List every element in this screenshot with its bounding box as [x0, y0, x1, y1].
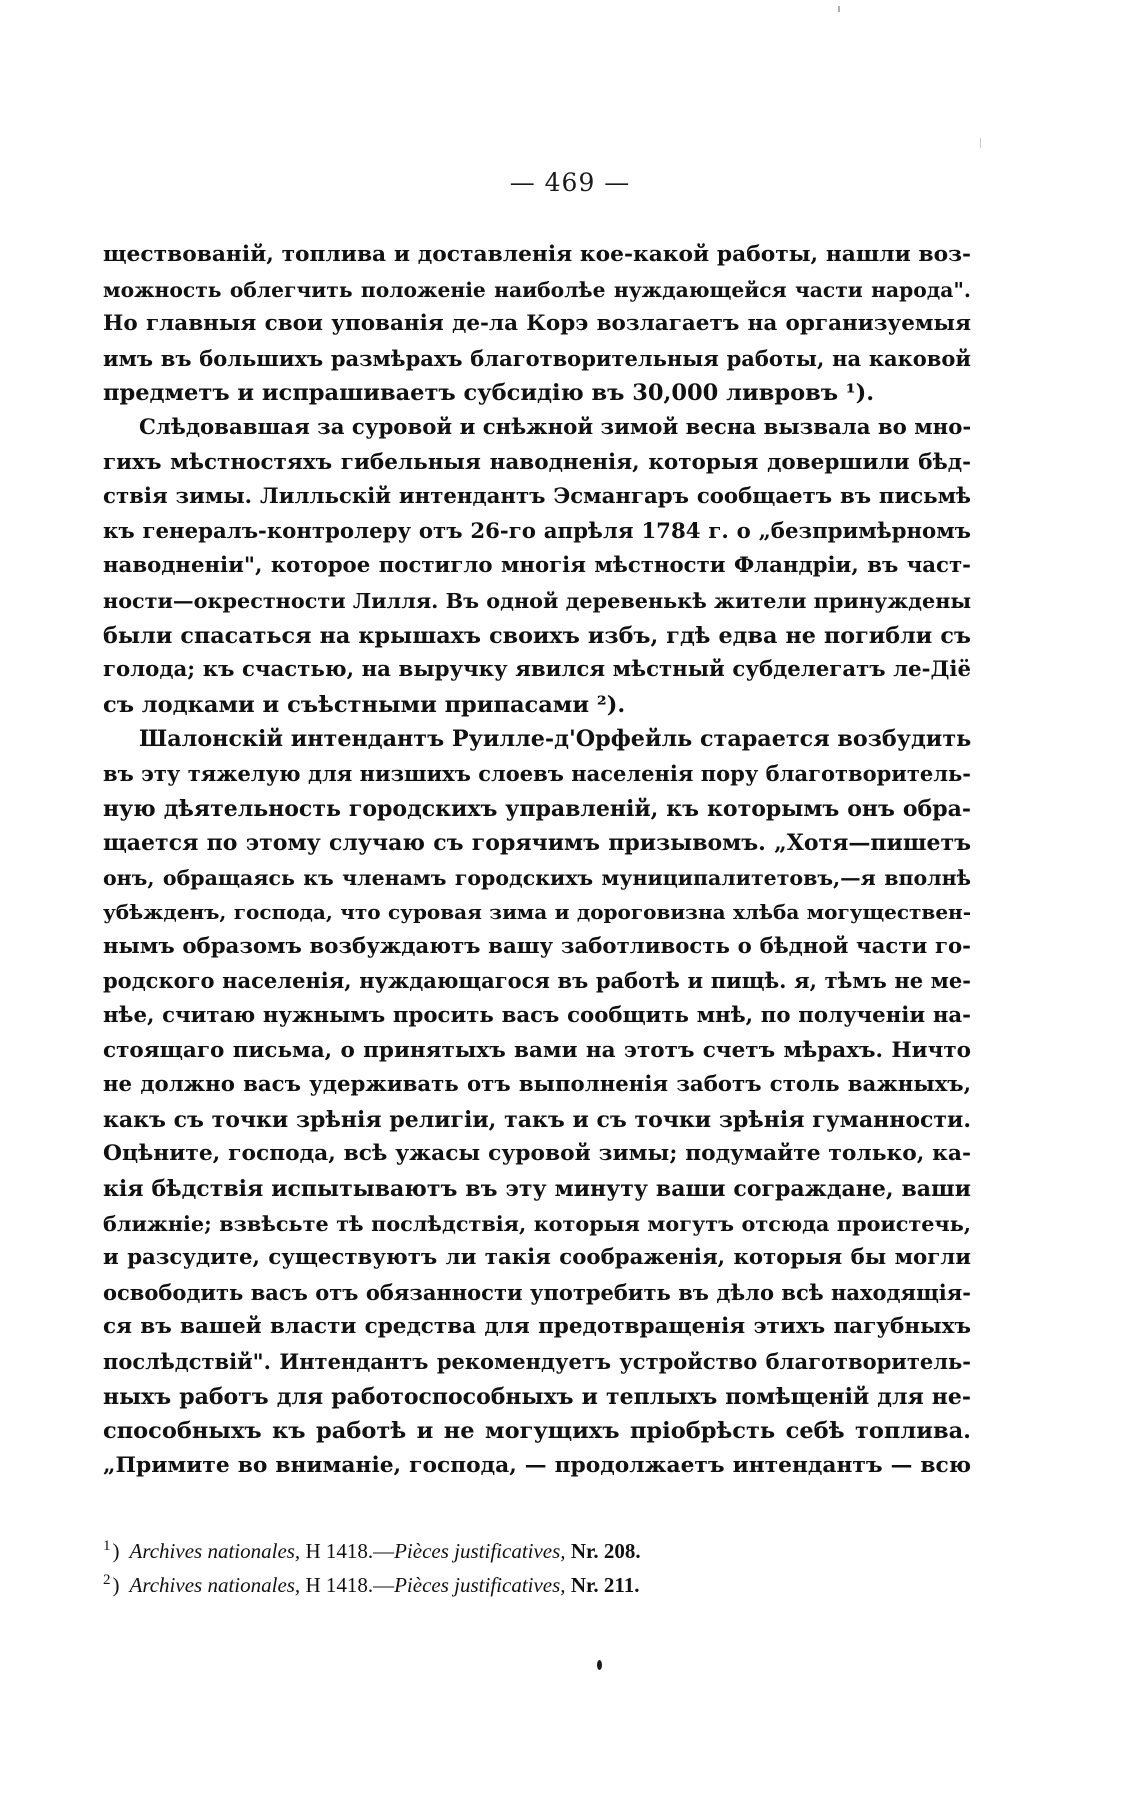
- text-line: ности—окрестности Лилля. Въ одной деревенькѣ жители принуждены: [103, 588, 971, 613]
- text-line: онъ, обращаясь къ членамъ городскихъ муниципалитетовъ,—я вполнѣ: [103, 865, 971, 890]
- text-line: какъ съ точки зрѣнія религіи, такъ и съ точки зрѣнія гуманности.: [103, 1106, 971, 1133]
- text-line: съ лодками и съѣстными припасами ²).: [103, 691, 626, 718]
- footnote: [103, 1534, 971, 1568]
- text-line: предметъ и испрашиваетъ субсидію въ 30,000 ливровъ ¹).: [103, 380, 875, 407]
- footnote-paren: ): [112, 1539, 120, 1563]
- text-line: голода; къ счастью, на выручку явился мѣстный субделегатъ ле-Діё: [103, 657, 971, 683]
- text-line: „Примите во вниманіе, господа, — продолжаетъ интендантъ — всю: [103, 1452, 971, 1478]
- footnote-number: Nr. 208.: [570, 1539, 641, 1563]
- body-text: [103, 238, 971, 1483]
- text-line: способныхъ къ работѣ и не могущихъ пріобрѣсть себѣ топлива.: [103, 1418, 971, 1445]
- text-line: ныхъ работъ для работоспособныхъ и теплыхъ помѣщеній для не-: [103, 1383, 971, 1410]
- text-line: можность облегчить положеніе наиболѣе нуждающейся части народа".: [103, 277, 971, 302]
- text-line: родского населенія, нуждающагося въ работѣ и пищѣ. я, тѣмъ не ме-: [103, 968, 971, 994]
- footnotes: [103, 1534, 971, 1602]
- footnote-number: Nr. 211.: [570, 1573, 640, 1597]
- text-line: ществованій, топлива и доставленія кое-какой работы, нашли воз-: [103, 242, 971, 267]
- text-line: Оцѣните, господа, всѣ ужасы суровой зимы; подумайте только, ка-: [103, 1141, 971, 1167]
- ink-dot: [597, 1660, 602, 1670]
- text-line: не должно васъ удерживать отъ выполненія заботъ столь важныхъ,: [103, 1072, 971, 1098]
- scan-mark: [980, 138, 981, 148]
- text-line: освободить васъ отъ обязанности употребить въ дѣло всѣ находящія-: [103, 1279, 971, 1305]
- text-line: Но главныя свои упованія де-ла Корэ возлагаетъ на организуемыя: [103, 311, 971, 337]
- text-line: ближніе; взвѣсьте тѣ послѣдствія, которыя могутъ отсюда проистечь,: [103, 1211, 971, 1236]
- text-line: послѣдствій". Интендантъ рекомендуетъ устройство благотворитель-: [103, 1349, 971, 1374]
- footnote-marker: 2: [103, 1572, 111, 1588]
- text-line: нымъ образомъ возбуждаютъ вашу заботливость о бѣдной части го-: [103, 933, 971, 959]
- text-line: къ генералъ-контролеру отъ 26-го апрѣля 1784 г. о „безпримѣрномъ: [103, 518, 971, 544]
- page-number: — 469 —: [509, 168, 631, 197]
- text-line: щается по этому случаю съ горячимъ призывомъ. „Хотя—пишетъ: [103, 830, 971, 857]
- footnote-paren: ): [112, 1573, 120, 1597]
- text-line: убѣжденъ, господа, что суровая зима и дороговизна хлѣба могуществен-: [103, 900, 971, 925]
- footnote-ref: H 1418.—: [305, 1539, 395, 1563]
- text-line: нѣе, считаю нужнымъ просить васъ сообщить мнѣ, по полученіи на-: [103, 1003, 971, 1029]
- text-line: ную дѣятельность городскихъ управленій, къ которымъ онъ обра-: [103, 795, 971, 822]
- footnote-title: Pièces justificatives,: [394, 1573, 566, 1597]
- footnote-title: Pièces justificatives,: [394, 1539, 566, 1563]
- text-line: Слѣдовавшая за суровой и снѣжной зимой весна вызвала во мно-: [139, 414, 971, 440]
- text-line: въ эту тяжелую для низшихъ слоевъ населенія пору благотворитель-: [103, 760, 971, 786]
- footnote-marker: 1: [103, 1538, 111, 1554]
- text-line: кія бѣдствія испытываютъ въ эту минуту ваши сограждане, ваши: [103, 1176, 971, 1203]
- text-line: наводненіи", которое постигло многія мѣстности Фландріи, въ част-: [103, 553, 971, 579]
- text-line: стоящаго письма, о принятыхъ вами на этотъ счетъ мѣрахъ. Ничто: [103, 1037, 971, 1063]
- footnote-ref: H 1418.—: [305, 1573, 395, 1597]
- scan-mark: [838, 6, 840, 12]
- text-line: гихъ мѣстностяхъ гибельныя наводненія, которыя довершили бѣд-: [103, 449, 971, 475]
- text-line: имъ въ большихъ размѣрахъ благотворительныя работы, на каковой: [103, 345, 971, 371]
- footnote: [103, 1568, 971, 1602]
- footnote-source: Archives nationales,: [129, 1573, 301, 1597]
- text-line: ствія зимы. Лилльскій интендантъ Эсмангаръ сообщаетъ въ письмѣ: [103, 484, 971, 510]
- text-line: ся въ вашей власти средства для предотвращенія этихъ пагубныхъ: [103, 1314, 971, 1340]
- footnote-source: Archives nationales,: [129, 1539, 301, 1563]
- text-line: Шалонскій интендантъ Руилле-д'Орфейль старается возбудить: [139, 726, 971, 753]
- text-line: были спасаться на крышахъ своихъ избъ, гдѣ едва не погибли съ: [103, 622, 971, 649]
- text-line: и разсудите, существуютъ ли такія соображенія, которыя бы могли: [103, 1245, 971, 1271]
